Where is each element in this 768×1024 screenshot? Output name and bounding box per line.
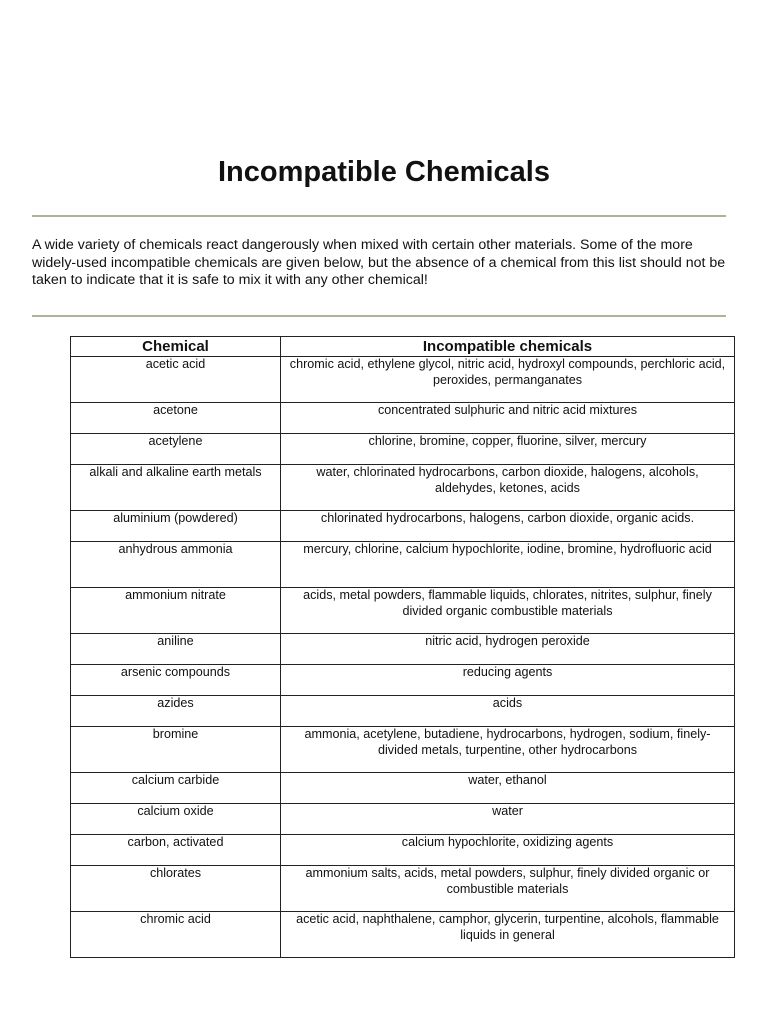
table-row xyxy=(71,357,735,403)
incompatible-cell: reducing agents xyxy=(281,665,735,696)
chemical-cell: anhydrous ammonia xyxy=(71,542,281,588)
chemical-cell: calcium carbide xyxy=(71,773,281,804)
table-row xyxy=(71,542,735,588)
incompatible-cell: acids, metal powders, flammable liquids, chlorates, nitrites, sulphur, finely divided organic combustible materials xyxy=(281,588,735,634)
table-row xyxy=(71,912,735,958)
table-row xyxy=(71,634,735,665)
incompatible-chemicals-table xyxy=(70,336,735,958)
divider-bottom xyxy=(32,315,726,317)
chemical-cell: carbon, activated xyxy=(71,835,281,866)
chemical-cell: acetone xyxy=(71,403,281,434)
table-row xyxy=(71,511,735,542)
chemical-cell: aniline xyxy=(71,634,281,665)
chemical-cell: acetylene xyxy=(71,434,281,465)
table-row xyxy=(71,588,735,634)
table-row xyxy=(71,696,735,727)
header-incompatible-chemicals: Incompatible chemicals xyxy=(281,337,735,357)
incompatible-cell: ammonium salts, acids, metal powders, sulphur, finely divided organic or combustible materials xyxy=(281,866,735,912)
table-row xyxy=(71,804,735,835)
chemical-cell: acetic acid xyxy=(71,357,281,403)
chemical-cell: alkali and alkaline earth metals xyxy=(71,465,281,511)
table-row xyxy=(71,773,735,804)
incompatible-cell: mercury, chlorine, calcium hypochlorite, iodine, bromine, hydrofluoric acid xyxy=(281,542,735,588)
header-chemical: Chemical xyxy=(71,337,281,357)
divider-top xyxy=(32,215,726,217)
page-title: Incompatible Chemicals xyxy=(218,156,550,188)
chemical-cell: aluminium (powdered) xyxy=(71,511,281,542)
chemical-cell: bromine xyxy=(71,727,281,773)
incompatible-cell: chlorine, bromine, copper, fluorine, silver, mercury xyxy=(281,434,735,465)
chemical-cell: ammonium nitrate xyxy=(71,588,281,634)
incompatible-cell: chlorinated hydrocarbons, halogens, carbon dioxide, organic acids. xyxy=(281,511,735,542)
chemical-cell: chromic acid xyxy=(71,912,281,958)
table-row xyxy=(71,665,735,696)
table-row xyxy=(71,835,735,866)
chemical-cell: chlorates xyxy=(71,866,281,912)
table-row xyxy=(71,465,735,511)
incompatible-cell: acetic acid, naphthalene, camphor, glycerin, turpentine, alcohols, flammable liquids in general xyxy=(281,912,735,958)
incompatible-cell: water, ethanol xyxy=(281,773,735,804)
table-row xyxy=(71,403,735,434)
incompatible-cell: acids xyxy=(281,696,735,727)
intro-paragraph: A wide variety of chemicals react dangerously when mixed with certain other materials. Some of the more widely-used incompatible chemicals are given below, but the absence of a chemical from this list should not be taken to indicate that it is safe to mix it with any other chemical! xyxy=(32,237,726,288)
incompatible-cell: nitric acid, hydrogen peroxide xyxy=(281,634,735,665)
chemical-cell: arsenic compounds xyxy=(71,665,281,696)
incompatible-cell: water, chlorinated hydrocarbons, carbon dioxide, halogens, alcohols, aldehydes, ketones, acids xyxy=(281,465,735,511)
incompatible-cell: water xyxy=(281,804,735,835)
table-header-row xyxy=(71,337,735,357)
incompatible-cell: ammonia, acetylene, butadiene, hydrocarbons, hydrogen, sodium, finely-divided metals, turpentine, other hydrocarbons xyxy=(281,727,735,773)
table-row xyxy=(71,727,735,773)
incompatible-cell: chromic acid, ethylene glycol, nitric acid, hydroxyl compounds, perchloric acid, peroxides, permanganates xyxy=(281,357,735,403)
table-row xyxy=(71,434,735,465)
chemical-cell: azides xyxy=(71,696,281,727)
incompatible-cell: concentrated sulphuric and nitric acid mixtures xyxy=(281,403,735,434)
incompatible-cell: calcium hypochlorite, oxidizing agents xyxy=(281,835,735,866)
table-row xyxy=(71,866,735,912)
chemical-cell: calcium oxide xyxy=(71,804,281,835)
